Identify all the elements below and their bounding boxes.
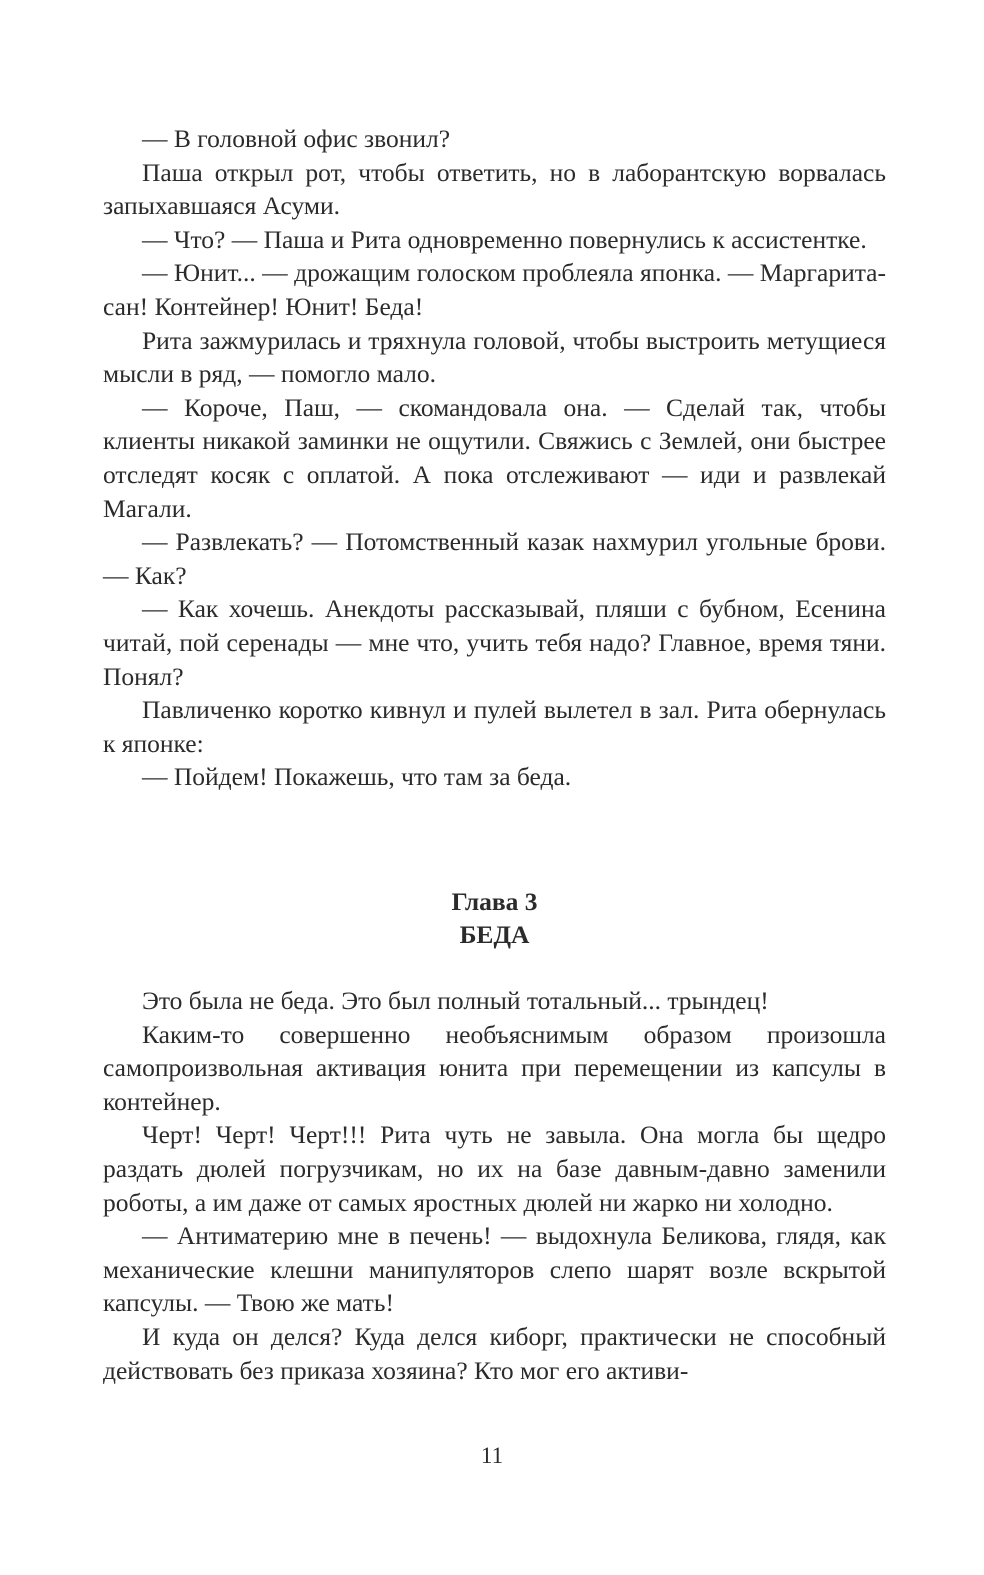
paragraph: Рита зажмурилась и тряхнула головой, чтобы выстроить метущиеся мысли в ряд, — помогло мало. [103, 325, 886, 389]
paragraph: — Пойдем! Покажешь, что там за беда. [142, 762, 572, 792]
text-block-bottom [103, 984, 886, 1387]
paragraph: Павличенко коротко кивнул и пулей вылетел в зал. Рита обернулась к японке: [103, 695, 886, 758]
paragraph: Это была не беда. Это был полный тотальный... трындец! [142, 986, 769, 1015]
paragraph: — Развлекать? — Потомственный казак нахмурил угольные брови. — Как? [103, 527, 886, 590]
paragraph: — Антиматерию мне в печень! — выдохнула Беликова, глядя, как механические клешни манипуляторов слепо шарят возле вскрытой капсулы. — Твою же мать! [103, 1221, 886, 1318]
paragraph: — Юнит... — дрожащим голоском проблеяла японка. — Маргарита-сан! Контейнер! Юнит! Беда! [103, 258, 886, 321]
paragraph: — Короче, Паш, — скомандовала она. — Сделай так, чтобы клиенты никакой заминки не ощутили. Свяжись с Землей, они быстрее отследят косяк с оплатой. А пока отслеживают — иди и развлекай Магали. [103, 392, 886, 523]
paragraph: Паша открыл рот, чтобы ответить, но в лаборантскую ворвалась запыхавшаяся Асуми. [103, 157, 886, 221]
paragraph: Каким-то совершенно необъяснимым образом произошла самопроизвольная активация юнита при перемещении из капсулы в контейнер. [103, 1019, 886, 1116]
paragraph: — Что? — Паша и Рита одновременно повернулись к ассистентке. [142, 224, 867, 254]
paragraph: — В головной офис звонил? [142, 124, 451, 153]
page-number: 11 [480, 1443, 504, 1468]
text-block-top [103, 122, 886, 794]
chapter-number: Глава 3 [451, 887, 538, 916]
paragraph: — Как хочешь. Анекдоты рассказывай, пляши с бубном, Есенина читай, пой серенады — мне что, учить тебя надо? Главное, время тяни. Понял? [103, 594, 886, 691]
chapter-heading [103, 885, 886, 951]
chapter-title: БЕДА [459, 920, 530, 949]
paragraph: Черт! Черт! Черт!!! Рита чуть не завыла. Она могла бы щедро раздать дюлей погрузчикам, но их на базе давным-давно заменили роботы, а им даже от самых яростных дюлей ни жарко ни холодно. [103, 1120, 886, 1217]
paragraph: И куда он делся? Куда делся киборг, практически не способный действовать без приказа хозяина? Кто мог его активи- [103, 1321, 886, 1385]
